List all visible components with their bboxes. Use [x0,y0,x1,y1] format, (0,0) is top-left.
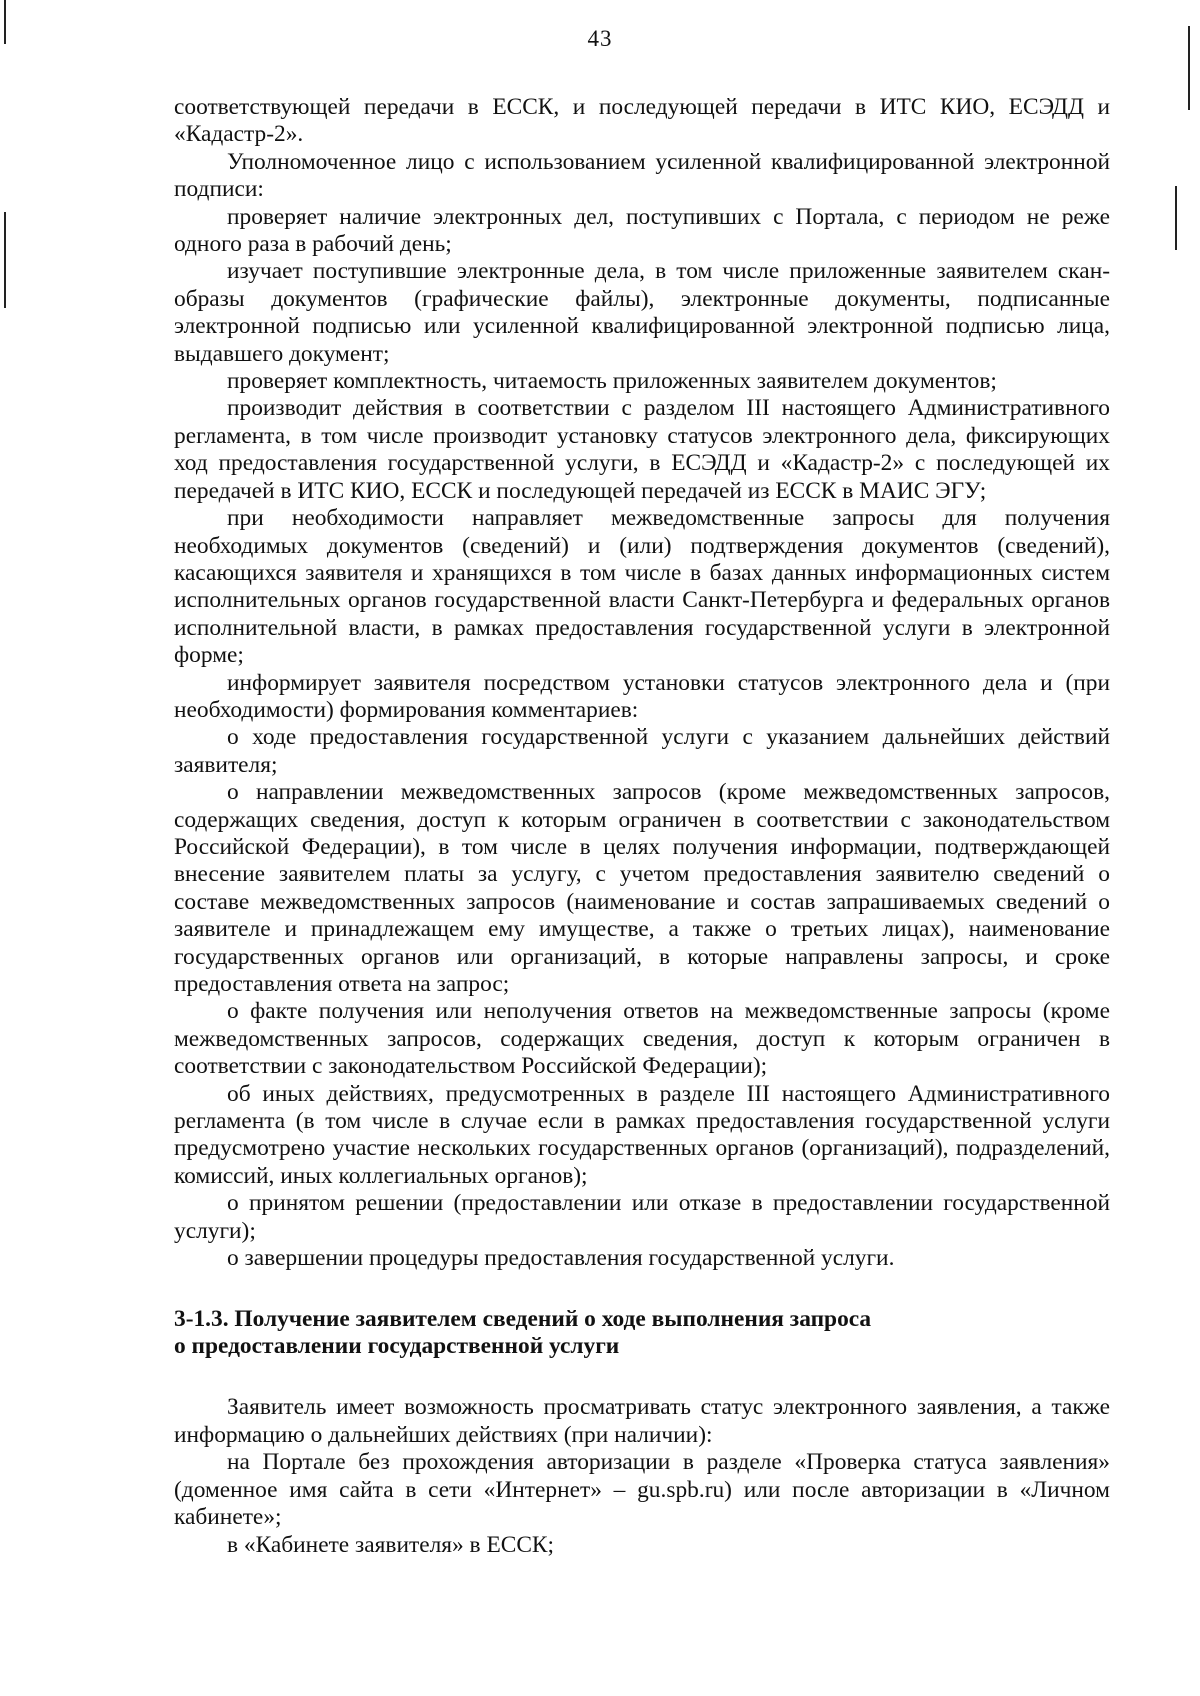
paragraph: на Портале без прохождения авторизации в разделе «Проверка статуса заявления» (доменное имя сайта в сети «Интернет» – gu.spb.ru) или после авторизации в «Личном кабинете»; [174,1449,1110,1531]
section-heading-line: 3-1.3. Получение заявителем сведений о ходе выполнения запроса [174,1306,872,1333]
paragraph: при необходимости направляет межведомственные запросы для получения необходимых документов (сведений) и (или) подтверждения документов (сведений), касающихся заявителя и хранящихся в том числе в базах данных информационных систем исполнительных органов государственной власти Санкт-Петербурга и федеральных органов исполнительной власти, в рамках предоставления государственной услуги в электронной форме; [174,505,1110,669]
paragraph: о факте получения или неполучения ответов на межведомственные запросы (кроме межведомственных запросов, содержащих сведения, доступ к которым ограничен в соответствии с законодательством Российской Федерации); [174,998,1110,1080]
page-number: 43 [587,26,613,51]
section-heading [174,1306,1110,1360]
paragraph: о направлении межведомственных запросов (кроме межведомственных запросов, содержащих сведения, доступ к которым ограничен в соответствии с законодательством Российской Федерации), в том числе в целях получения информации, подтверждающей внесение заявителем платы за услугу, с учетом предоставления заявителю сведений о составе межведомственных запросов (наименование и состав запрашиваемых сведений о заявителе и принадлежащем ему имуществе, а также о третьих лицах), наименование государственных органов или организаций, в которые направлены запросы, и сроке предоставления ответа на запрос; [174,779,1110,997]
paragraph: изучает поступившие электронные дела, в том числе приложенные заявителем скан-образы документов (графические файлы), электронные документы, подписанные электронной подписью или усиленной квалифицированной электронной подписью лица, выдавшего документ; [174,258,1110,367]
paragraph: информирует заявителя посредством установки статусов электронного дела и (при необходимости) формирования комментариев: [174,669,1110,723]
scan-edge-right-lower [1175,186,1177,250]
paragraph: соответствующей передачи в ЕССК, и последующей передачи в ИТС КИО, ЕСЭДД и «Кадастр-2». [174,94,1110,148]
paragraph: проверяет наличие электронных дел, поступивших с Портала, с периодом не реже одного раза в рабочий день; [174,203,1110,258]
paragraph: о ходе предоставления государственной услуги с указанием дальнейших действий заявителя; [174,724,1110,778]
paragraph: о принятом решении (предоставлении или отказе в предоставлении государственной услуги); [174,1190,1110,1244]
paragraph: проверяет комплектность, читаемость приложенных заявителем документов; [227,368,997,395]
paragraph: Уполномоченное лицо с использованием усиленной квалифицированной электронной подписи: [174,148,1110,203]
paragraph: производит действия в соответствии с разделом III настоящего Административного регламента, в том числе производит установку статусов электронного дела, фиксирующих ход предоставления государственной услуги, в ЕСЭДД и «Кадастр-2» с последующей их передачей в ИТС КИО, ЕССК и последующей передачей из ЕССК в МАИС ЭГУ; [174,395,1110,504]
scan-edge-left-lower [4,212,6,308]
section-heading-line: о предоставлении государственной услуги [174,1333,620,1360]
paragraph: об иных действиях, предусмотренных в разделе III настоящего Административного регламента (в том числе в случае если в рамках предоставления государственной услуги предусмотрено участие нескольких государственных органов (организаций), подразделений, комиссий, иных коллегиальных органов); [174,1080,1110,1189]
document-body [174,94,1110,1559]
paragraph: в «Кабинете заявителя» в ЕССК; [227,1531,555,1558]
paragraph: Заявитель имеет возможность просматривать статус электронного заявления, а также информацию о дальнейших действиях (при наличии): [174,1394,1110,1448]
paragraph: о завершении процедуры предоставления государственной услуги. [227,1245,895,1272]
